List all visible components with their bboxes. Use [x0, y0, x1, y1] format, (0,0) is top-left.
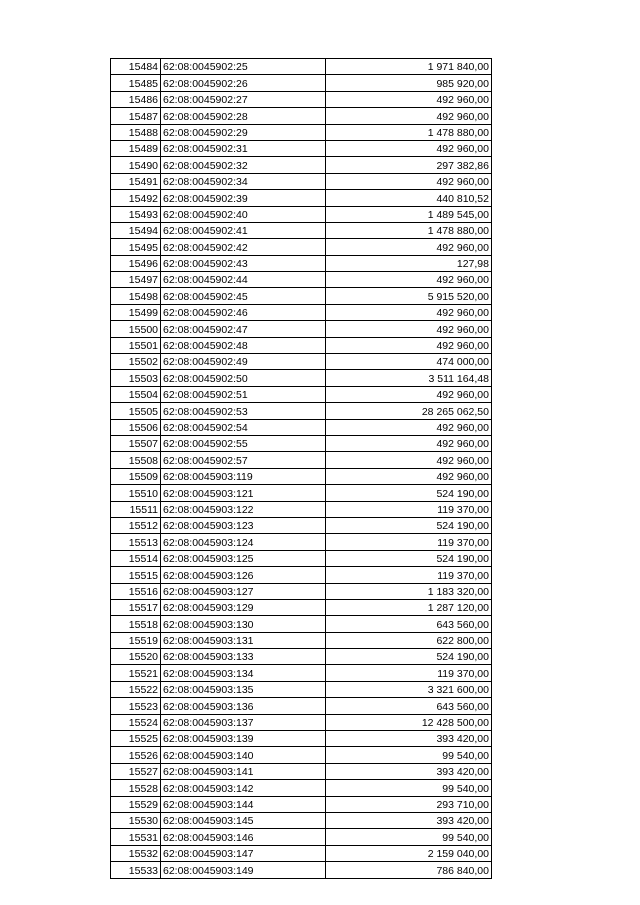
- table-row: [111, 173, 492, 189]
- value-cell: 99 540,00: [326, 829, 492, 845]
- value-cell: 985 920,00: [326, 75, 492, 91]
- table-row: [111, 829, 492, 845]
- row-number-cell: 15512: [111, 517, 161, 533]
- table-row: [111, 763, 492, 779]
- table-row: [111, 812, 492, 828]
- row-number-cell: 15504: [111, 386, 161, 402]
- table-row: [111, 108, 492, 124]
- cadastral-number-cell: 62:08:0045903:140: [161, 747, 326, 763]
- table-row: [111, 304, 492, 320]
- value-cell: 492 960,00: [326, 272, 492, 288]
- value-cell: 492 960,00: [326, 239, 492, 255]
- table-row: [111, 124, 492, 140]
- cadastral-number-cell: 62:08:0045903:134: [161, 665, 326, 681]
- row-number-cell: 15488: [111, 124, 161, 140]
- row-number-cell: 15510: [111, 485, 161, 501]
- table-row: [111, 222, 492, 238]
- row-number-cell: 15511: [111, 501, 161, 517]
- cadastral-number-cell: 62:08:0045903:121: [161, 485, 326, 501]
- cadastral-number-cell: 62:08:0045903:130: [161, 616, 326, 632]
- value-cell: 524 190,00: [326, 485, 492, 501]
- table-row: [111, 862, 492, 878]
- row-number-cell: 15527: [111, 763, 161, 779]
- value-cell: 492 960,00: [326, 386, 492, 402]
- table-row: [111, 632, 492, 648]
- table-row: [111, 468, 492, 484]
- row-number-cell: 15530: [111, 812, 161, 828]
- value-cell: 1 971 840,00: [326, 59, 492, 75]
- row-number-cell: 15513: [111, 534, 161, 550]
- row-number-cell: 15487: [111, 108, 161, 124]
- table-row: [111, 386, 492, 402]
- cadastral-number-cell: 62:08:0045902:42: [161, 239, 326, 255]
- table-row: [111, 206, 492, 222]
- cadastral-number-cell: 62:08:0045902:45: [161, 288, 326, 304]
- row-number-cell: 15503: [111, 370, 161, 386]
- cadastral-number-cell: 62:08:0045902:31: [161, 140, 326, 156]
- row-number-cell: 15485: [111, 75, 161, 91]
- row-number-cell: 15516: [111, 583, 161, 599]
- row-number-cell: 15491: [111, 173, 161, 189]
- cadastral-number-cell: 62:08:0045903:135: [161, 681, 326, 697]
- cadastral-number-cell: 62:08:0045903:131: [161, 632, 326, 648]
- cadastral-number-cell: 62:08:0045902:32: [161, 157, 326, 173]
- value-cell: 1 489 545,00: [326, 206, 492, 222]
- row-number-cell: 15515: [111, 567, 161, 583]
- row-number-cell: 15520: [111, 649, 161, 665]
- table-body: [111, 59, 492, 879]
- cadastral-number-cell: 62:08:0045902:49: [161, 354, 326, 370]
- value-cell: 492 960,00: [326, 108, 492, 124]
- value-cell: 119 370,00: [326, 534, 492, 550]
- row-number-cell: 15484: [111, 59, 161, 75]
- table-row: [111, 501, 492, 517]
- table-row: [111, 780, 492, 796]
- row-number-cell: 15521: [111, 665, 161, 681]
- row-number-cell: 15524: [111, 714, 161, 730]
- row-number-cell: 15529: [111, 796, 161, 812]
- value-cell: 1 478 880,00: [326, 222, 492, 238]
- cadastral-number-cell: 62:08:0045903:141: [161, 763, 326, 779]
- cadastral-number-cell: 62:08:0045903:144: [161, 796, 326, 812]
- value-cell: 1 183 320,00: [326, 583, 492, 599]
- row-number-cell: 15497: [111, 272, 161, 288]
- value-cell: 524 190,00: [326, 649, 492, 665]
- cadastral-number-cell: 62:08:0045903:122: [161, 501, 326, 517]
- value-cell: 119 370,00: [326, 567, 492, 583]
- value-cell: 1 287 120,00: [326, 599, 492, 615]
- value-cell: 119 370,00: [326, 665, 492, 681]
- value-cell: 492 960,00: [326, 304, 492, 320]
- cadastral-number-cell: 62:08:0045902:39: [161, 190, 326, 206]
- row-number-cell: 15528: [111, 780, 161, 796]
- cadastral-number-cell: 62:08:0045902:47: [161, 321, 326, 337]
- table-row: [111, 649, 492, 665]
- table-row: [111, 337, 492, 353]
- value-cell: 492 960,00: [326, 468, 492, 484]
- table-row: [111, 370, 492, 386]
- value-cell: 5 915 520,00: [326, 288, 492, 304]
- table-row: [111, 796, 492, 812]
- value-cell: 643 560,00: [326, 698, 492, 714]
- value-cell: 492 960,00: [326, 337, 492, 353]
- table-row: [111, 599, 492, 615]
- value-cell: 3 511 164,48: [326, 370, 492, 386]
- table-row: [111, 91, 492, 107]
- cadastral-number-cell: 62:08:0045903:125: [161, 550, 326, 566]
- table-row: [111, 681, 492, 697]
- cadastral-number-cell: 62:08:0045902:41: [161, 222, 326, 238]
- cadastral-number-cell: 62:08:0045902:48: [161, 337, 326, 353]
- cadastral-number-cell: 62:08:0045903:126: [161, 567, 326, 583]
- value-cell: 393 420,00: [326, 731, 492, 747]
- row-number-cell: 15505: [111, 403, 161, 419]
- cadastral-number-cell: 62:08:0045903:145: [161, 812, 326, 828]
- cadastral-number-cell: 62:08:0045903:129: [161, 599, 326, 615]
- value-cell: 28 265 062,50: [326, 403, 492, 419]
- cadastral-value-table: [110, 58, 492, 879]
- cadastral-number-cell: 62:08:0045903:127: [161, 583, 326, 599]
- row-number-cell: 15500: [111, 321, 161, 337]
- row-number-cell: 15498: [111, 288, 161, 304]
- value-cell: 393 420,00: [326, 812, 492, 828]
- value-cell: 2 159 040,00: [326, 845, 492, 861]
- table-row: [111, 567, 492, 583]
- row-number-cell: 15506: [111, 419, 161, 435]
- table-row: [111, 239, 492, 255]
- table-row: [111, 583, 492, 599]
- row-number-cell: 15517: [111, 599, 161, 615]
- value-cell: 297 382,86: [326, 157, 492, 173]
- cadastral-number-cell: 62:08:0045902:28: [161, 108, 326, 124]
- cadastral-number-cell: 62:08:0045902:51: [161, 386, 326, 402]
- cadastral-number-cell: 62:08:0045902:34: [161, 173, 326, 189]
- cadastral-number-cell: 62:08:0045902:29: [161, 124, 326, 140]
- cadastral-number-cell: 62:08:0045903:142: [161, 780, 326, 796]
- row-number-cell: 15496: [111, 255, 161, 271]
- table-row: [111, 255, 492, 271]
- cadastral-number-cell: 62:08:0045902:54: [161, 419, 326, 435]
- table-row: [111, 534, 492, 550]
- cadastral-number-cell: 62:08:0045902:40: [161, 206, 326, 222]
- cadastral-number-cell: 62:08:0045903:136: [161, 698, 326, 714]
- row-number-cell: 15494: [111, 222, 161, 238]
- table-row: [111, 550, 492, 566]
- cadastral-number-cell: 62:08:0045903:123: [161, 517, 326, 533]
- cadastral-number-cell: 62:08:0045903:146: [161, 829, 326, 845]
- value-cell: 492 960,00: [326, 452, 492, 468]
- row-number-cell: 15533: [111, 862, 161, 878]
- cadastral-number-cell: 62:08:0045902:50: [161, 370, 326, 386]
- cadastral-number-cell: 62:08:0045902:25: [161, 59, 326, 75]
- document-page: [110, 58, 491, 879]
- table-row: [111, 157, 492, 173]
- row-number-cell: 15507: [111, 435, 161, 451]
- cadastral-number-cell: 62:08:0045902:26: [161, 75, 326, 91]
- row-number-cell: 15508: [111, 452, 161, 468]
- table-row: [111, 321, 492, 337]
- table-row: [111, 272, 492, 288]
- value-cell: 643 560,00: [326, 616, 492, 632]
- value-cell: 119 370,00: [326, 501, 492, 517]
- cadastral-number-cell: 62:08:0045903:147: [161, 845, 326, 861]
- cadastral-number-cell: 62:08:0045902:57: [161, 452, 326, 468]
- value-cell: 440 810,52: [326, 190, 492, 206]
- row-number-cell: 15509: [111, 468, 161, 484]
- table-row: [111, 435, 492, 451]
- value-cell: 1 478 880,00: [326, 124, 492, 140]
- row-number-cell: 15486: [111, 91, 161, 107]
- table-row: [111, 190, 492, 206]
- table-row: [111, 731, 492, 747]
- table-row: [111, 714, 492, 730]
- cadastral-number-cell: 62:08:0045902:44: [161, 272, 326, 288]
- cadastral-number-cell: 62:08:0045902:46: [161, 304, 326, 320]
- table-row: [111, 665, 492, 681]
- cadastral-number-cell: 62:08:0045903:119: [161, 468, 326, 484]
- value-cell: 474 000,00: [326, 354, 492, 370]
- table-row: [111, 354, 492, 370]
- table-row: [111, 517, 492, 533]
- value-cell: 99 540,00: [326, 747, 492, 763]
- table-row: [111, 140, 492, 156]
- row-number-cell: 15492: [111, 190, 161, 206]
- row-number-cell: 15490: [111, 157, 161, 173]
- table-row: [111, 747, 492, 763]
- value-cell: 492 960,00: [326, 140, 492, 156]
- row-number-cell: 15522: [111, 681, 161, 697]
- cadastral-number-cell: 62:08:0045903:124: [161, 534, 326, 550]
- cadastral-number-cell: 62:08:0045903:133: [161, 649, 326, 665]
- row-number-cell: 15514: [111, 550, 161, 566]
- cadastral-number-cell: 62:08:0045902:27: [161, 91, 326, 107]
- row-number-cell: 15493: [111, 206, 161, 222]
- table-row: [111, 452, 492, 468]
- cadastral-number-cell: 62:08:0045903:139: [161, 731, 326, 747]
- table-row: [111, 698, 492, 714]
- row-number-cell: 15501: [111, 337, 161, 353]
- cadastral-number-cell: 62:08:0045902:55: [161, 435, 326, 451]
- cadastral-number-cell: 62:08:0045902:43: [161, 255, 326, 271]
- cadastral-number-cell: 62:08:0045903:149: [161, 862, 326, 878]
- row-number-cell: 15518: [111, 616, 161, 632]
- value-cell: 622 800,00: [326, 632, 492, 648]
- value-cell: 127,98: [326, 255, 492, 271]
- table-row: [111, 845, 492, 861]
- row-number-cell: 15525: [111, 731, 161, 747]
- value-cell: 492 960,00: [326, 91, 492, 107]
- table-row: [111, 419, 492, 435]
- value-cell: 524 190,00: [326, 517, 492, 533]
- row-number-cell: 15495: [111, 239, 161, 255]
- value-cell: 393 420,00: [326, 763, 492, 779]
- value-cell: 99 540,00: [326, 780, 492, 796]
- table-row: [111, 75, 492, 91]
- value-cell: 492 960,00: [326, 173, 492, 189]
- value-cell: 3 321 600,00: [326, 681, 492, 697]
- value-cell: 786 840,00: [326, 862, 492, 878]
- row-number-cell: 15531: [111, 829, 161, 845]
- row-number-cell: 15519: [111, 632, 161, 648]
- value-cell: 293 710,00: [326, 796, 492, 812]
- row-number-cell: 15532: [111, 845, 161, 861]
- value-cell: 12 428 500,00: [326, 714, 492, 730]
- cadastral-number-cell: 62:08:0045903:137: [161, 714, 326, 730]
- cadastral-number-cell: 62:08:0045902:53: [161, 403, 326, 419]
- value-cell: 492 960,00: [326, 419, 492, 435]
- value-cell: 524 190,00: [326, 550, 492, 566]
- value-cell: 492 960,00: [326, 435, 492, 451]
- table-row: [111, 403, 492, 419]
- value-cell: 492 960,00: [326, 321, 492, 337]
- row-number-cell: 15489: [111, 140, 161, 156]
- row-number-cell: 15526: [111, 747, 161, 763]
- row-number-cell: 15499: [111, 304, 161, 320]
- row-number-cell: 15523: [111, 698, 161, 714]
- row-number-cell: 15502: [111, 354, 161, 370]
- table-row: [111, 485, 492, 501]
- table-row: [111, 616, 492, 632]
- table-row: [111, 59, 492, 75]
- table-row: [111, 288, 492, 304]
